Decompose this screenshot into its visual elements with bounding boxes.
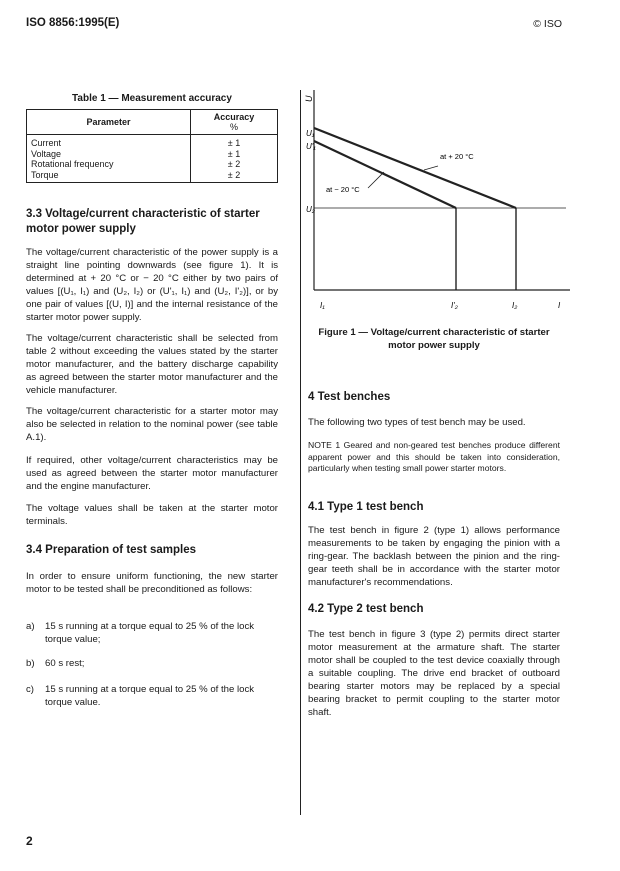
table-row [27,170,278,183]
minus20-leader [368,172,384,188]
page-number: 2 [26,834,33,848]
section-4-heading: 4 Test benches [308,391,391,403]
label-i1: I₁ [320,301,325,310]
section-3-3-para-5: The voltage values shall be taken at the starter motor terminals. [26,503,278,527]
section-4-intro: The following two types of test bench may be used. [308,417,526,428]
plus20-leader [424,166,438,170]
row-parameter: Current [27,135,191,149]
list-item-label: a) [26,621,35,632]
section-3-4-intro: In order to ensure uniform functioning, the new starter motor to be tested shall be preconditioned as follows: [26,571,278,595]
section-3-3-heading: 3.3 Voltage/current characteristic of starter motor power supply [26,208,260,235]
list-item-label: b) [26,658,35,669]
section-4-2-heading: 4.2 Type 2 test bench [308,603,424,615]
list-item-text: 15 s running at a torque equal to 25 % of the lock torque value. [45,684,255,708]
section-4-note: NOTE 1 Geared and non-geared test benches produce different apparent power and this should be taken into consideration, particularly when testing small power starter motors. [308,440,560,473]
section-3-3-para-2: The voltage/current characteristic shall be selected from table 2 without exceeding the values stated by the starter motor manufacturer, and the battery discharge capability as agreed between the starter motor manufacturer and the vehicle manufacturer. [26,333,278,396]
row-accuracy: ± 2 [191,170,278,183]
y-axis-label: U [304,95,314,102]
accuracy-unit: % [229,122,238,132]
row-parameter: Voltage [27,149,191,160]
accuracy-label: Accuracy [213,112,255,122]
col-accuracy-header [191,110,278,135]
label-plus20: at + 20 °C [440,152,474,161]
section-3-4-heading: 3.4 Preparation of test samples [26,544,197,556]
label-u1: U₁ [306,129,315,138]
figure-1-graph [306,88,576,314]
label-u2: U₂ [306,205,315,214]
section-3-3-para-1: The voltage/current characteristic of the power supply is a straight line pointing downwards (see figure 1). It is determined at + 20 °C or − 20 °C either by two pairs of values [(U₁, I₁) and (U₂, I₂) or (U'₁, I₁) and (U₂, I'₂)], or by one pair of values [(U, I)] and the internal resistance of the starter motor power supply. [26,247,278,323]
figure-1-caption: Figure 1 — Voltage/current characteristic of starter motor power supply [318,327,550,351]
label-i2: I₂ [512,301,518,310]
standard-id: ISO 8856:1995(E) [26,17,120,29]
list-item-text: 15 s running at a torque equal to 25 % of the lock torque value; [45,621,255,645]
line-plus20 [314,128,516,208]
list-item-text: 60 s rest; [45,658,85,669]
section-3-3-para-3: The voltage/current characteristic for a starter motor may also be selected in relation to the nominal power (see table A.1). [26,406,278,443]
list-item [26,657,278,670]
label-i2-prime: I'₂ [451,301,458,310]
table1-title: Table 1 — Measurement accuracy [72,93,232,104]
line-minus20 [314,141,456,208]
section-4-2-text: The test bench in figure 3 (type 2) permits direct starter motor measurement at the armature shaft. The starter motor shall be coupled to the test device coaxially through a suitable coupling. The drive end bracket of outboard bearing starter motors may be replaced by a special bearing bracket to permit coupling to the starter motor shaft. [308,629,560,718]
table-row [27,135,278,149]
row-parameter: Rotational frequency [27,159,191,170]
list-item [26,620,278,646]
section-4-1-heading: 4.1 Type 1 test bench [308,501,424,513]
column-divider [300,90,301,815]
col-parameter-header: Parameter [27,110,191,135]
label-u1-prime: U'₁ [306,142,316,151]
label-minus20: at − 20 °C [326,185,360,194]
row-accuracy: ± 1 [191,149,278,160]
row-parameter: Torque [27,170,191,183]
row-accuracy: ± 2 [191,159,278,170]
section-4-1-text: The test bench in figure 2 (type 1) allows performance measurements to be taken by engaging the pinion with a ring-gear. The backlash between the pinion and the ring-gear teeth shall be in accordance with the starter motor manufacturer's recommendations. [308,525,560,588]
table-row [27,159,278,170]
accuracy-table [26,109,278,183]
x-axis-label: I [558,301,561,310]
list-item [26,683,278,709]
list-item-label: c) [26,684,34,695]
row-accuracy: ± 1 [191,135,278,149]
table-row [27,149,278,160]
copyright: © ISO [533,18,562,30]
section-3-3-para-4: If required, other voltage/current characteristics may be used as agreed between the starter motor manufacturer and the engine manufacturer. [26,455,278,492]
